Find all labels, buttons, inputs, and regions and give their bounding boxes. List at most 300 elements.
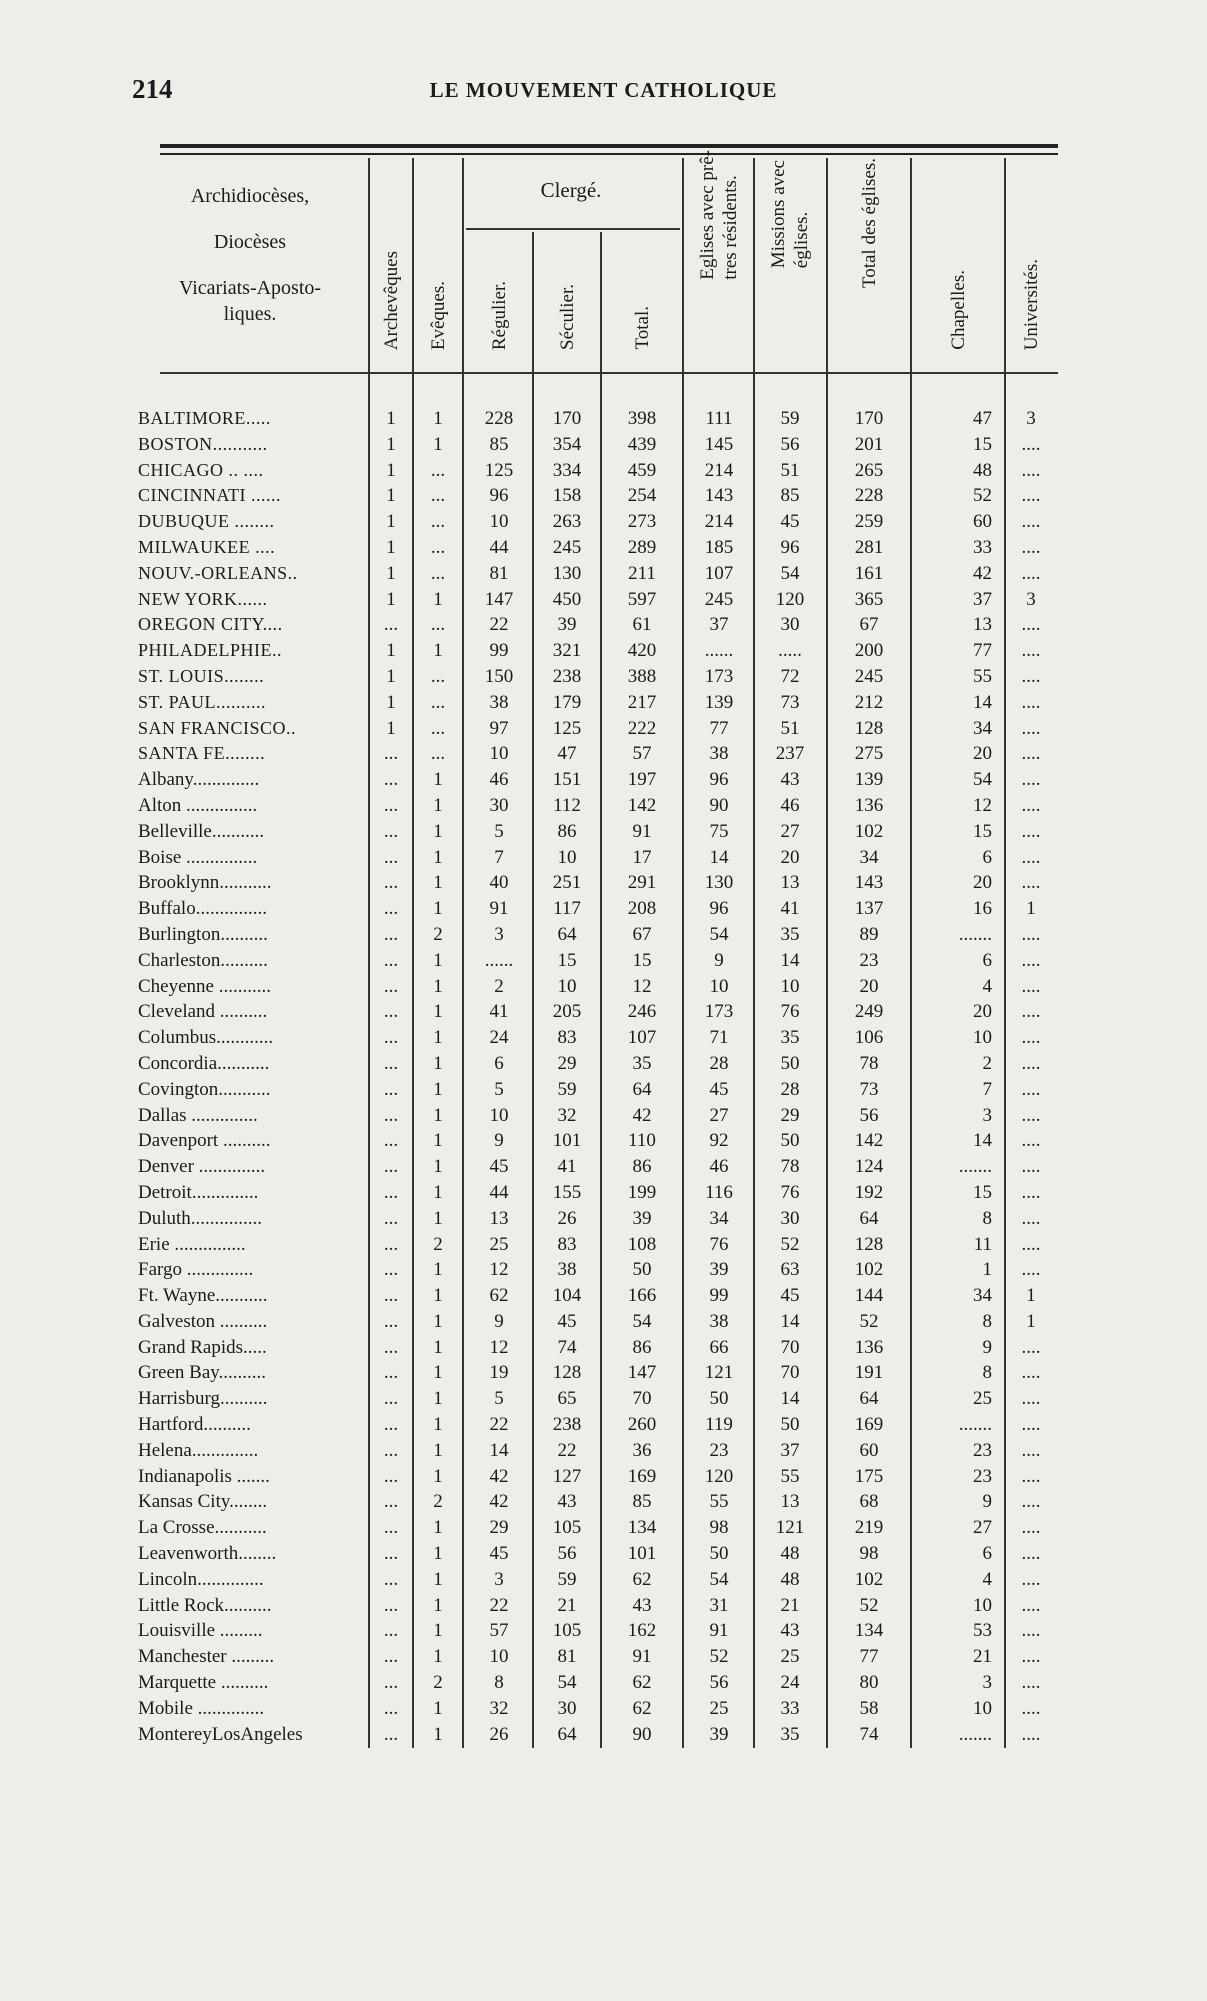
cell-archeveques: 1	[386, 408, 396, 429]
header-total-eglises	[828, 158, 910, 348]
cell-chapelles: .......	[958, 1156, 992, 1178]
cell-eglises: 99	[709, 1285, 729, 1307]
cell-missions: 48	[780, 1568, 800, 1590]
cell-eglises: 77	[709, 717, 729, 739]
cell-regulier: 42	[489, 1465, 509, 1487]
cell-eveques: ...	[430, 665, 446, 687]
cell-chapelles: .......	[958, 1723, 992, 1745]
cell-missions: 35	[780, 1723, 800, 1745]
cell-eglises: 143	[704, 485, 734, 507]
cell-regulier: 12	[489, 1336, 509, 1358]
cell-total-eglises: 56	[859, 1104, 879, 1126]
cell-eglises: 130	[704, 872, 734, 894]
cell-eglises: 185	[704, 536, 734, 558]
cell-name: Cheyenne ...........	[138, 975, 271, 997]
cell-archeveques: ...	[383, 1104, 399, 1126]
cell-universites: ....	[1021, 1362, 1041, 1384]
table-row	[0, 769, 1207, 795]
cell-seculier: 64	[557, 923, 577, 945]
cell-total-eglises: 64	[859, 1207, 879, 1229]
cell-missions: 52	[780, 1233, 800, 1255]
cell-eglises: 56	[709, 1672, 729, 1694]
cell-chapelles: 10	[973, 1027, 992, 1049]
cell-seculier: 74	[557, 1336, 577, 1358]
cell-name: Helena..............	[138, 1439, 259, 1461]
table-row	[0, 1182, 1207, 1208]
cell-seculier: 112	[553, 794, 581, 816]
cell-universites: ....	[1021, 743, 1041, 765]
cell-total: 273	[627, 511, 657, 533]
cell-missions: 54	[780, 562, 800, 584]
header-clerge: Clergé.	[540, 178, 602, 202]
cell-total-eglises: 134	[854, 1620, 884, 1642]
cell-name: BOSTON...........	[138, 433, 268, 454]
cell-total: 57	[632, 743, 652, 765]
cell-regulier: 5	[494, 820, 504, 842]
header-universites	[1006, 215, 1056, 350]
cell-eglises: 38	[709, 1310, 729, 1332]
cell-eglises: 54	[709, 1568, 729, 1590]
cell-regulier: 40	[489, 872, 509, 894]
table-row	[0, 1646, 1207, 1672]
cell-chapelles: 14	[973, 691, 992, 713]
cell-regulier: 96	[489, 485, 509, 507]
table-row	[0, 1466, 1207, 1492]
cell-total-eglises: 136	[854, 1336, 884, 1358]
cell-seculier: 105	[552, 1620, 582, 1642]
cell-missions: 46	[780, 794, 800, 816]
cell-eglises: 52	[709, 1646, 729, 1668]
cell-eglises: 25	[709, 1697, 729, 1719]
cell-total: 39	[632, 1207, 652, 1229]
cell-chapelles: 2	[982, 1052, 992, 1074]
cell-regulier: 9	[494, 1310, 504, 1332]
cell-name: Albany..............	[138, 769, 260, 791]
cell-universites: ....	[1021, 691, 1041, 713]
cell-name: Charleston..........	[138, 949, 268, 971]
cell-archeveques: 1	[386, 511, 396, 533]
cell-total-eglises: 169	[854, 1414, 884, 1436]
cell-chapelles: 54	[973, 769, 992, 791]
cell-seculier: 86	[557, 820, 577, 842]
cell-chapelles: 7	[982, 1078, 992, 1100]
cell-missions: 14	[780, 1388, 800, 1410]
cell-regulier: 125	[484, 459, 514, 481]
cell-name: Mobile ..............	[138, 1697, 265, 1719]
cell-regulier: 147	[484, 588, 514, 610]
cell-total: 388	[627, 665, 657, 687]
cell-regulier: 45	[489, 1543, 509, 1565]
cell-archeveques: ...	[383, 975, 399, 997]
table-row	[0, 408, 1207, 434]
table-row	[0, 1337, 1207, 1363]
cell-eglises: 76	[709, 1233, 729, 1255]
cell-universites: ....	[1021, 1543, 1041, 1565]
cell-seculier: 245	[552, 536, 582, 558]
cell-missions: 237	[775, 743, 805, 765]
cell-missions: 43	[780, 1620, 800, 1642]
cell-regulier: 5	[494, 1078, 504, 1100]
cell-eglises: 121	[704, 1362, 734, 1384]
cell-eveques: 1	[433, 949, 443, 971]
table-row	[0, 614, 1207, 640]
cell-total-eglises: 245	[854, 665, 884, 687]
cell-seculier: 56	[557, 1543, 577, 1565]
header-eveques	[414, 230, 462, 350]
cell-universites: ....	[1021, 1259, 1041, 1281]
cell-total-eglises: 128	[854, 1233, 884, 1255]
cell-universites: ....	[1021, 717, 1041, 739]
table-row	[0, 1079, 1207, 1105]
cell-total: 142	[627, 794, 657, 816]
cell-total-eglises: 106	[854, 1027, 884, 1049]
cell-missions: 24	[780, 1672, 800, 1694]
cell-total-eglises: 191	[854, 1362, 884, 1384]
table-row	[0, 692, 1207, 718]
header-seculier	[534, 238, 600, 350]
header-regulier	[466, 238, 532, 350]
cell-archeveques: ...	[383, 1568, 399, 1590]
cell-seculier: 263	[552, 511, 582, 533]
table-row	[0, 718, 1207, 744]
cell-chapelles: 42	[973, 562, 992, 584]
cell-eglises: 75	[709, 820, 729, 842]
cell-total: 17	[632, 846, 652, 868]
cell-chapelles: 3	[982, 1672, 992, 1694]
cell-total-eglises: 170	[854, 408, 884, 429]
cell-eveques: 1	[433, 640, 443, 662]
cell-missions: 50	[780, 1130, 800, 1152]
cell-eveques: 1	[433, 1001, 443, 1023]
cell-missions: 59	[780, 408, 800, 429]
cell-eglises: 31	[709, 1594, 729, 1616]
cell-universites: ....	[1021, 485, 1041, 507]
cell-missions: 20	[780, 846, 800, 868]
table-row	[0, 640, 1207, 666]
cell-regulier: 10	[489, 1646, 509, 1668]
cell-archeveques: ...	[383, 1233, 399, 1255]
table-row	[0, 537, 1207, 563]
cell-missions: 45	[780, 1285, 800, 1307]
cell-eveques: 1	[433, 1439, 443, 1461]
cell-regulier: 46	[489, 769, 509, 791]
cell-missions: 51	[780, 717, 800, 739]
cell-universites: ....	[1021, 1646, 1041, 1668]
cell-eglises: 34	[709, 1207, 729, 1229]
cell-archeveques: ...	[383, 1130, 399, 1152]
cell-total-eglises: 58	[859, 1697, 879, 1719]
cell-missions: .....	[778, 640, 802, 662]
cell-eveques: 1	[433, 1336, 443, 1358]
cell-total: 70	[632, 1388, 652, 1410]
cell-seculier: 251	[552, 872, 582, 894]
cell-regulier: 32	[489, 1697, 509, 1719]
cell-universites: ....	[1021, 511, 1041, 533]
cell-regulier: 29	[489, 1517, 509, 1539]
table-row	[0, 1414, 1207, 1440]
cell-name: Lincoln..............	[138, 1568, 264, 1590]
cell-missions: 29	[780, 1104, 800, 1126]
cell-total-eglises: 137	[854, 898, 884, 920]
cell-eveques: 1	[433, 1517, 443, 1539]
cell-total-eglises: 128	[854, 717, 884, 739]
cell-total-eglises: 136	[854, 794, 884, 816]
cell-universites: ....	[1021, 975, 1041, 997]
cell-seculier: 26	[557, 1207, 577, 1229]
cell-archeveques: ...	[383, 1465, 399, 1487]
cell-chapelles: 48	[973, 459, 992, 481]
cell-eveques: 1	[433, 794, 443, 816]
cell-eveques: 1	[433, 975, 443, 997]
cell-eveques: 1	[433, 1362, 443, 1384]
cell-archeveques: ...	[383, 1156, 399, 1178]
cell-total: 85	[632, 1491, 652, 1513]
cell-universites: ....	[1021, 1233, 1041, 1255]
cell-chapelles: 20	[973, 743, 992, 765]
cell-regulier: 42	[489, 1491, 509, 1513]
cell-chapelles: 8	[982, 1310, 992, 1332]
cell-universites: 3	[1026, 408, 1036, 429]
cell-regulier: 13	[489, 1207, 509, 1229]
cell-archeveques: ...	[383, 1259, 399, 1281]
cell-total: 43	[632, 1594, 652, 1616]
cell-eveques: 1	[433, 1697, 443, 1719]
cell-chapelles: 33	[973, 536, 992, 558]
table-row	[0, 1001, 1207, 1027]
cell-regulier: 22	[489, 1414, 509, 1436]
cell-total-eglises: 275	[854, 743, 884, 765]
table-row	[0, 511, 1207, 537]
cell-total: 254	[627, 485, 657, 507]
cell-regulier: 85	[489, 433, 509, 455]
cell-eveques: 1	[433, 769, 443, 791]
cell-total: 107	[627, 1027, 657, 1049]
cell-name: Ft. Wayne...........	[138, 1285, 268, 1307]
header-total-eglises-label: Total des églises.	[858, 158, 880, 289]
cell-name: Louisville .........	[138, 1620, 263, 1642]
cell-regulier: 19	[489, 1362, 509, 1384]
cell-total: 110	[628, 1130, 656, 1152]
cell-archeveques: ...	[383, 846, 399, 868]
cell-total: 420	[627, 640, 657, 662]
cell-seculier: 128	[552, 1362, 582, 1384]
cell-eveques: 1	[433, 1027, 443, 1049]
header-name-column	[140, 180, 360, 330]
cell-chapelles: .......	[958, 1414, 992, 1436]
cell-eveques: 1	[433, 1723, 443, 1745]
cell-chapelles: 11	[973, 1233, 992, 1255]
table-row	[0, 1156, 1207, 1182]
cell-seculier: 170	[552, 408, 582, 429]
cell-regulier: 10	[489, 1104, 509, 1126]
cell-universites: ....	[1021, 614, 1041, 636]
cell-universites: ....	[1021, 1594, 1041, 1616]
cell-eglises: 107	[704, 562, 734, 584]
cell-archeveques: ...	[383, 1001, 399, 1023]
cell-regulier: 228	[484, 408, 514, 429]
cell-eglises: 9	[714, 949, 724, 971]
cell-eglises: 39	[709, 1259, 729, 1281]
cell-name: DUBUQUE ........	[138, 511, 275, 532]
cell-regulier: 6	[494, 1052, 504, 1074]
cell-name: ST. LOUIS........	[138, 665, 265, 686]
cell-archeveques: 1	[386, 691, 396, 713]
cell-chapelles: 23	[973, 1465, 992, 1487]
cell-total-eglises: 143	[854, 872, 884, 894]
cell-total: 86	[632, 1336, 652, 1358]
cell-total-eglises: 228	[854, 485, 884, 507]
cell-missions: 10	[780, 975, 800, 997]
cell-total: 67	[632, 923, 652, 945]
cell-seculier: 238	[552, 665, 582, 687]
cell-total: 36	[632, 1439, 652, 1461]
cell-missions: 51	[780, 459, 800, 481]
cell-archeveques: ...	[383, 743, 399, 765]
header-eglises-label	[696, 150, 742, 280]
cell-archeveques: ...	[383, 1362, 399, 1384]
table-row	[0, 1234, 1207, 1260]
cell-eveques: 1	[433, 1310, 443, 1332]
cell-total-eglises: 23	[859, 949, 879, 971]
cell-archeveques: ...	[383, 1310, 399, 1332]
cell-eglises: 245	[704, 588, 734, 610]
cell-archeveques: ...	[383, 820, 399, 842]
cell-archeveques: ...	[383, 1078, 399, 1100]
cell-eveques: 1	[433, 1078, 443, 1100]
cell-archeveques: ...	[383, 1594, 399, 1616]
cell-eglises: 145	[704, 433, 734, 455]
cell-chapelles: 47	[973, 408, 992, 429]
cell-missions: 63	[780, 1259, 800, 1281]
cell-eveques: 1	[433, 1052, 443, 1074]
cell-seculier: 59	[557, 1568, 577, 1590]
cell-chapelles: 1	[982, 1259, 992, 1281]
cell-total: 15	[632, 949, 652, 971]
cell-chapelles: 3	[982, 1104, 992, 1126]
cell-eveques: 1	[433, 1259, 443, 1281]
cell-eglises: 71	[709, 1027, 729, 1049]
cell-regulier: 41	[489, 1001, 509, 1023]
cell-eveques: 1	[433, 1414, 443, 1436]
cell-name: SANTA FE........	[138, 743, 266, 764]
cell-eglises: 214	[704, 459, 734, 481]
cell-name: NOUV.-ORLEANS..	[138, 562, 298, 583]
cell-seculier: 125	[552, 717, 582, 739]
cell-seculier: 334	[552, 459, 582, 481]
header-name-line: liques.	[223, 303, 277, 325]
cell-regulier: 3	[494, 923, 504, 945]
cell-regulier: ......	[484, 949, 514, 971]
table-row	[0, 1620, 1207, 1646]
cell-eveques: 1	[433, 846, 443, 868]
cell-universites: ....	[1021, 1181, 1041, 1203]
table-row	[0, 1440, 1207, 1466]
header-missions	[755, 160, 825, 320]
cell-total: 54	[632, 1310, 652, 1332]
cell-total: 12	[632, 975, 652, 997]
cell-seculier: 45	[557, 1310, 577, 1332]
cell-chapelles: 9	[982, 1491, 992, 1513]
cell-missions: 120	[775, 588, 805, 610]
cell-name: Leavenworth........	[138, 1543, 277, 1565]
cell-missions: 56	[780, 433, 800, 455]
header-missions-line: Missions avec	[768, 160, 789, 269]
cell-name: Detroit..............	[138, 1181, 259, 1203]
cell-total-eglises: 212	[854, 691, 884, 713]
cell-name: CHICAGO .. ....	[138, 459, 264, 480]
cell-eveques: 1	[433, 1207, 443, 1229]
cell-total-eglises: 67	[859, 614, 879, 636]
cell-total: 246	[627, 1001, 657, 1023]
cell-universites: ....	[1021, 1697, 1041, 1719]
cell-universites: ....	[1021, 846, 1041, 868]
cell-total-eglises: 249	[854, 1001, 884, 1023]
cell-eveques: 2	[433, 1491, 443, 1513]
cell-total: 260	[627, 1414, 657, 1436]
cell-eveques: 1	[433, 1156, 443, 1178]
cell-regulier: 99	[489, 640, 509, 662]
cell-archeveques: ...	[383, 872, 399, 894]
cell-regulier: 97	[489, 717, 509, 739]
cell-regulier: 3	[494, 1568, 504, 1590]
cell-chapelles: 12	[973, 794, 992, 816]
cell-seculier: 101	[552, 1130, 582, 1152]
cell-chapelles: 77	[973, 640, 992, 662]
cell-name: Brooklynn...........	[138, 872, 272, 894]
cell-chapelles: 16	[973, 898, 992, 920]
cell-seculier: 54	[557, 1672, 577, 1694]
cell-eglises: ......	[704, 640, 734, 662]
cell-seculier: 15	[557, 949, 577, 971]
cell-total-eglises: 259	[854, 511, 884, 533]
cell-regulier: 30	[489, 794, 509, 816]
header-eglises-line: tres résidents.	[720, 175, 741, 280]
cell-universites: ....	[1021, 1517, 1041, 1539]
cell-universites: ....	[1021, 536, 1041, 558]
cell-name: Hartford..........	[138, 1414, 251, 1436]
cell-archeveques: ...	[383, 1285, 399, 1307]
table-row	[0, 1105, 1207, 1131]
cell-eveques: 1	[433, 588, 443, 610]
cell-total-eglises: 60	[859, 1439, 879, 1461]
cell-chapelles: 6	[982, 1543, 992, 1565]
cell-seculier: 179	[552, 691, 582, 713]
cell-name: Manchester .........	[138, 1646, 275, 1668]
cell-archeveques: 1	[386, 562, 396, 584]
cell-chapelles: 53	[973, 1620, 992, 1642]
cell-archeveques: ...	[383, 1620, 399, 1642]
top-rule-thin	[160, 153, 1058, 155]
cell-eglises: 10	[709, 975, 729, 997]
cell-eveques: 1	[433, 1181, 443, 1203]
cell-regulier: 150	[484, 665, 514, 687]
cell-total-eglises: 200	[854, 640, 884, 662]
cell-total: 222	[627, 717, 657, 739]
cell-seculier: 21	[557, 1594, 577, 1616]
cell-missions: 37	[780, 1439, 800, 1461]
cell-name: Alton ...............	[138, 794, 258, 816]
cell-total: 86	[632, 1156, 652, 1178]
cell-eglises: 90	[709, 794, 729, 816]
table-row	[0, 1130, 1207, 1156]
cell-eglises: 119	[705, 1414, 733, 1436]
cell-total-eglises: 139	[854, 769, 884, 791]
cell-regulier: 25	[489, 1233, 509, 1255]
cell-missions: 48	[780, 1543, 800, 1565]
cell-archeveques: ...	[383, 1207, 399, 1229]
cell-archeveques: ...	[383, 1414, 399, 1436]
cell-total-eglises: 52	[859, 1594, 879, 1616]
